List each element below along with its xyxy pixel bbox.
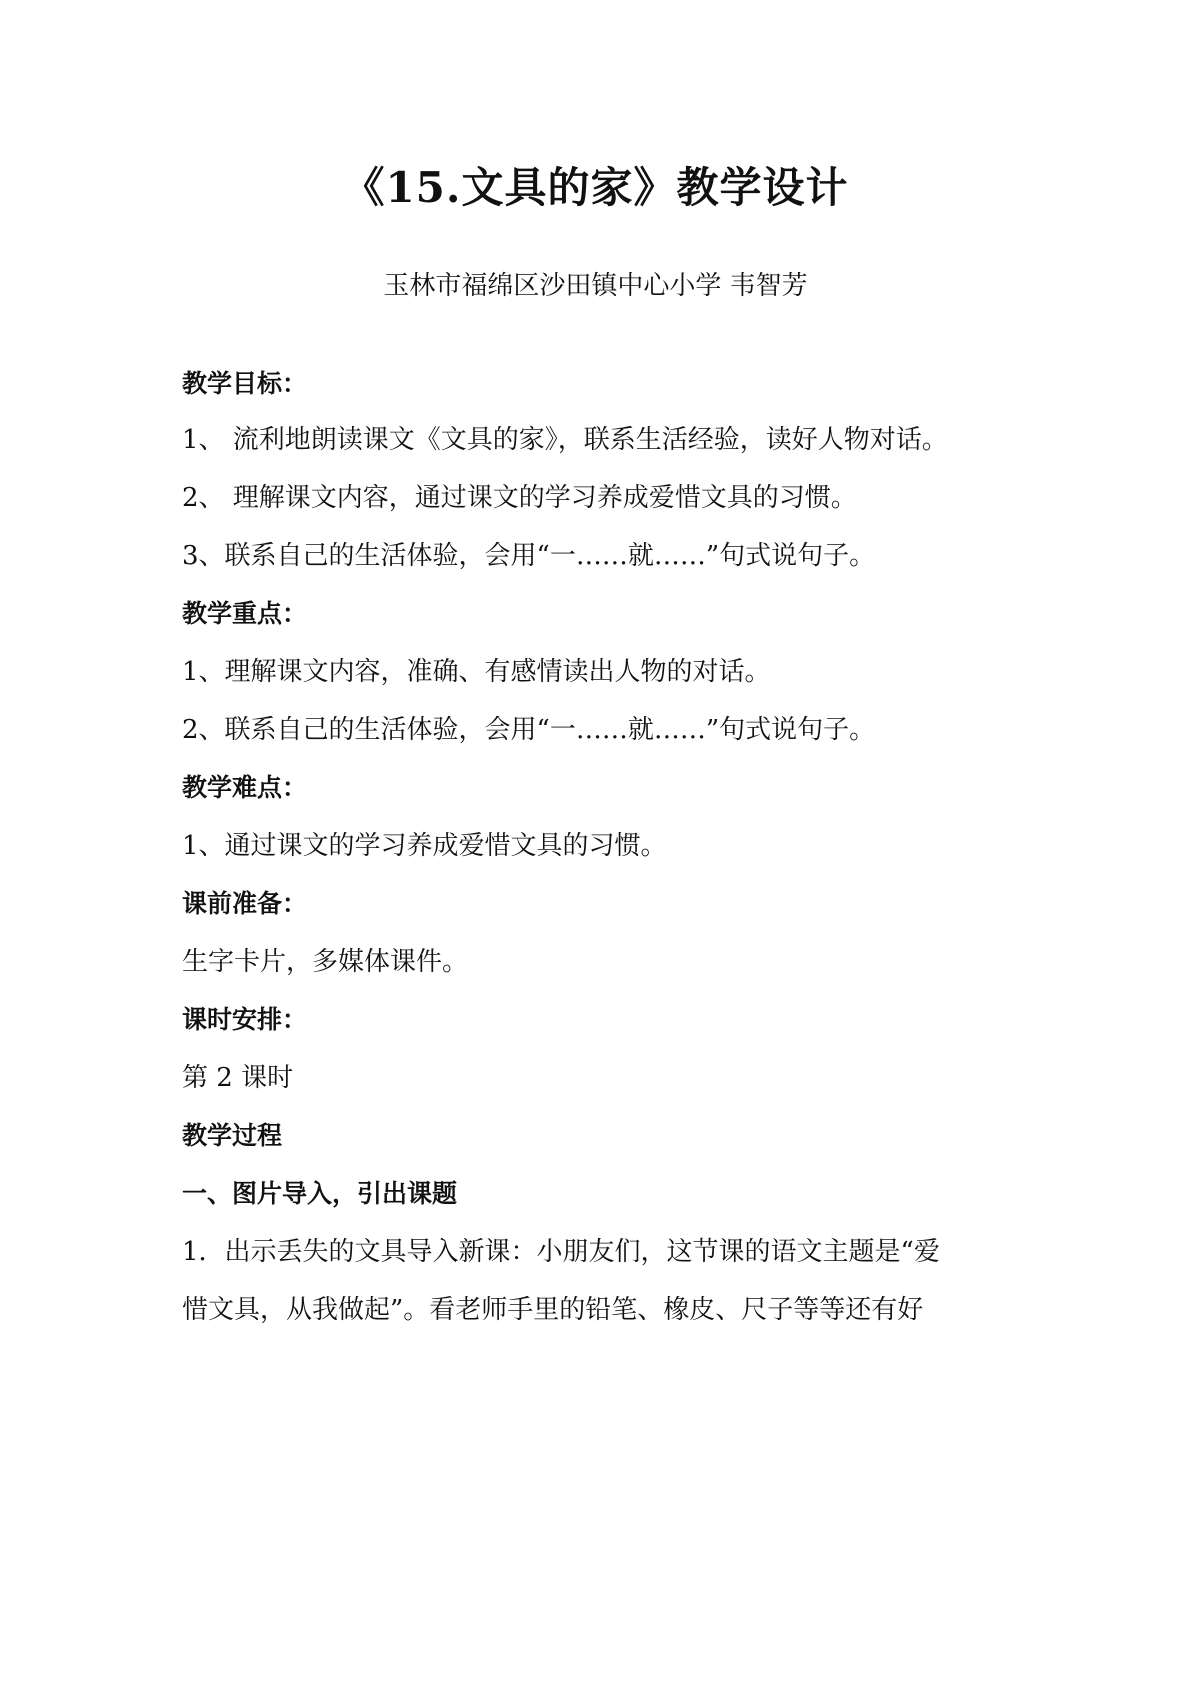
objective-item: 1、 流利地朗读课文《文具的家》，联系生活经验，读好人物对话。 [182,425,948,455]
difficulty-item: 1、通过课文的学习养成爱惜文具的习惯。 [182,831,667,861]
paragraph-line: 惜文具，从我做起”。看老师手里的铅笔、橡皮、尺子等等还有好 [182,1295,924,1325]
author-line: 玉林市福绵区沙田镇中心小学 韦智芳 [383,271,808,301]
difficulties-heading: 教学难点： [182,773,308,802]
key-point-item: 2、联系自己的生活体验，会用“一……就……”句式说句子。 [182,715,876,745]
schedule-text: 第 2 课时 [182,1063,294,1093]
schedule-heading: 课时安排： [182,1005,308,1034]
preparation-text: 生字卡片，多媒体课件。 [182,947,469,977]
section-one-heading: 一、图片导入，引出课题 [182,1179,458,1208]
objective-item: 2、 理解课文内容，通过课文的学习养成爱惜文具的习惯。 [182,483,857,513]
objective-item: 3、联系自己的生活体验，会用“一……就……”句式说句子。 [182,541,876,571]
key-point-item: 1、理解课文内容，准确、有感情读出人物的对话。 [182,657,771,687]
key-points-heading: 教学重点： [182,599,308,628]
document-title: 《15.文具的家》教学设计 [342,163,849,212]
process-heading: 教学过程 [182,1121,283,1150]
paragraph-line: 1．出示丢失的文具导入新课：小朋友们，这节课的语文主题是“爱 [182,1237,940,1267]
preparation-heading: 课前准备： [182,889,308,918]
objectives-heading: 教学目标： [182,369,308,398]
